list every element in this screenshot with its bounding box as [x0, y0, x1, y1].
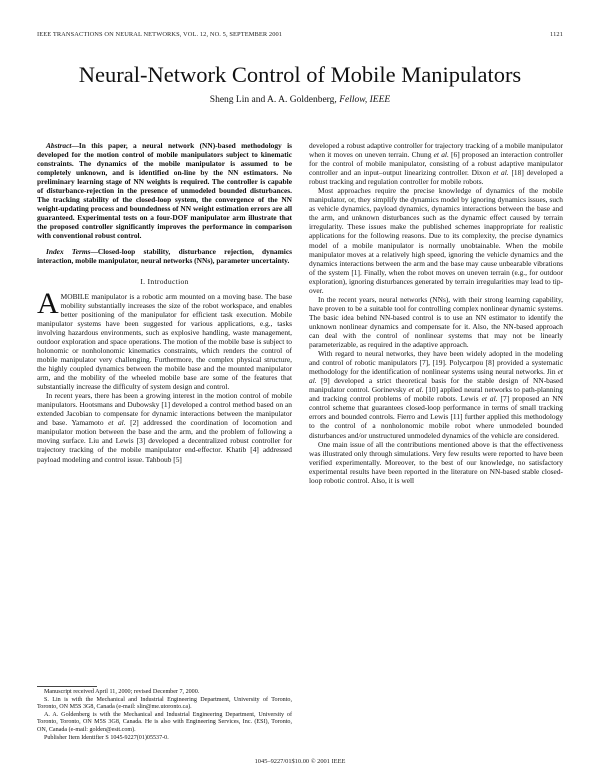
right-paragraph-4	[309, 349, 563, 439]
abstract	[37, 141, 292, 241]
author-names: Sheng Lin and A. A. Goldenberg,	[209, 95, 337, 105]
footnote-received: Manuscript received April 11, 2000; revised December 7, 2000.	[44, 689, 200, 695]
text-run: [6] proposed an interaction controller for the control of mobile manipulator, consisting of a robust adaptive manipulator controller and an input–output linearizing controller. Dixon	[309, 150, 564, 178]
copyright-footer: 1045–9227/01$10.00 © 2001 IEEE	[254, 758, 346, 765]
right-paragraph-5: One main issue of all the contributions mentioned above is that the effectiveness was illustrated only through simulations. Very few results were reported to have been verified experimentally. Moreover, to the best of our knowledge, no satisfactory experimental results have been reported in the literature on NN-based stable closed-loop robotic control. Also, it is well	[309, 439, 563, 485]
text-run: developed a robust adaptive controller for trajectory tracking of a mobile manipulator when it moves on uneven terrain. Chung	[309, 141, 563, 160]
drop-cap: A	[37, 286, 59, 320]
index-terms-text: —Closed-loop stability, disturbance rejection, dynamics interaction, mobile manipulator, neural networks (NNs), parameter uncertainty.	[37, 246, 292, 265]
footnote-goldenberg: A. A. Goldenberg is with the Mechanical and Industrial Engineering Department, University of Toronto, Toronto, ON M5S 3G8, Canada. He is also with Engineering Services, Inc. (ESI), Toronto, ON, Canada (e-mail: golden@esit.com).	[37, 711, 292, 733]
running-header: IEEE TRANSACTIONS ON NEURAL NETWORKS, VOL. 12, NO. 5, SEPTEMBER 2001	[37, 31, 283, 38]
text-run: et al.	[408, 385, 424, 395]
index-terms	[37, 247, 292, 265]
author-affiliation: Fellow, IEEE	[339, 95, 391, 105]
left-column	[37, 141, 292, 464]
author-line	[0, 95, 600, 105]
abstract-label: Abstract	[46, 141, 72, 150]
text-run: In recent years, there has been a growing interest in the motion control of mobile manipulators. Hootsmans and Dubowsky [1] developed a control method based on an extended Jacobian to compensate for dynamic interactions between the manipulator and base. Yamamoto	[37, 391, 292, 428]
text-run: [7] proposed an NN control scheme that guarantees closed-loop performance in terms of small tracking errors and bounded controls. Fierro and Lewis [11] further applied this methodology to the control of a nonholonomic mobile robot where unmodeled bounded disturbances and/or unstructured unmodeled dynamics of the vehicle are considered.	[309, 394, 563, 440]
abstract-text: —In this paper, a neural network (NN)-based methodology is developed for the motion control of mobile manipulators subject to kinematic constraints. The dynamics of the mobile manipulator is assumed to be completely unknown, and is identified on-line by the NN estimators. No preliminary learning stage of NN weights is required. The controller is capable of disturbance-rejection in the presence of unmodeled bounded disturbances. The tracking stability of the closed-loop system, the convergence of the NN weight-updating process and boundedness of NN weight estimation errors are all guaranteed. Experimental tests on a four-DOF manipulator arm illustrate that the proposed controller significantly improves the performance in comparison with conventional robust control.	[37, 141, 292, 241]
intro-paragraph-2	[37, 391, 292, 463]
text-run: [10] applied neural networks to path-planning and tracking control problems of mobile robots. Lewis	[309, 385, 564, 404]
intro-paragraph-1	[37, 286, 292, 392]
right-paragraph-3: In the recent years, neural networks (NNs), with their strong learning capability, have proven to be a suitable tool for controlling complex nonlinear dynamic systems. The basic idea behind NN-based control is to use an NN estimator to identify the unknown nonlinear dynamics and compensate for it. Also, the NN-based approach can deal with the control of nonlinear systems that may not be linearly parameterizable, as required in the adaptive approach.	[309, 294, 563, 350]
text-run: et al.	[309, 367, 563, 386]
text-run: With regard to neural networks, they have been widely adopted in the modeling and control of robotic manipulators [7], [19]. Polycarpou [8] provided a systematic methodology for the identification of nonlinear systems using neural networks. Jin	[309, 349, 563, 377]
text-run: et al.	[481, 394, 498, 404]
text-run: [18] developed a robust tracking and regulation controller for mobile robots.	[309, 168, 564, 187]
text-run: [2] addressed the coordination of locomotion and manipulator motion between the base and the arm, and the problem of following a moving surface. Liu and Lewis [3] developed a decentralized robust controller for trajectory tracking of the mobile manipulator end-effector. Khatib [4] addressed payload modeling and control issue. Tahboub [5]	[37, 418, 292, 464]
index-terms-label: Index Terms	[46, 246, 91, 256]
text-run: et al.	[108, 418, 126, 428]
right-paragraph-1	[309, 141, 563, 186]
footnote-pii: Publisher Item Identifier S 1045-9227(01)05537-0.	[44, 734, 169, 741]
intro-paragraph-1-text: MOBILE manipulator is a robotic arm mounted on a moving base. The base mobility substantially increases the size of the robot workspace, and enables better positioning of the manipulator for efficient task execution. Mobile manipulator systems have been suggested for various applications, e.g., tasks involving hazardous environments, such as explosive handling, waste management, outdoor exploration and space operations. The motion of the mobile base is subject to holonomic or nonholonomic kinematics constraints, which renders the control of mobile manipulator very challenging. Furthermore, the complex physical structure, the highly coupled dynamics between the mobile base and the mounted manipulator arm, and the mobility of the wheeled mobile base are some of the features that substantially increase the difficulty of system design and control.	[37, 291, 292, 392]
paper-title: Neural-Network Control of Mobile Manipulators	[78, 62, 522, 87]
right-paragraph-2: Most approaches require the precise knowledge of dynamics of the mobile manipulator, or, they simplify the dynamics model by ignoring dynamics issues, such as vehicle dynamics, payload dynamics, dynamics interactions between the base and the arm, and unknown disturbances such as the dynamic effect caused by terrain irregularity. These issues make the published schemes inappropriate for realistic applications for the following reasons. Due to its complexity, the precise dynamics model of a mobile manipulator is normally unobtainable. When the mobile manipulator moves at a relatively high speed, ignoring the vehicle dynamics and the dynamics interactions between the arm and the base may cause unbearable vibrations of the system [1]. Finally, when the robot moves on uneven terrain (e.g., for outdoor exploration), ignoring disturbances generated by terrain irregularities may lead to tip-over.	[309, 186, 563, 295]
footnotes	[37, 686, 292, 742]
page-number: 1121	[550, 31, 563, 38]
footnote-lin: S. Lin is with the Mechanical and Industrial Engineering Department, University of Toronto, Toronto, ON M5S 3G8, Canada (e-mail: slin@me.utoronto.ca).	[37, 696, 292, 711]
text-run: et al.	[433, 150, 449, 160]
text-run: [9] developed a strict theoretical basis for the stable design of NN-based manipulator control. Gorinevsky	[309, 376, 563, 395]
right-column	[309, 141, 563, 485]
text-run: et al.	[492, 168, 509, 178]
section-heading: I. Introduction	[140, 276, 189, 286]
footnote-rule	[37, 686, 97, 687]
